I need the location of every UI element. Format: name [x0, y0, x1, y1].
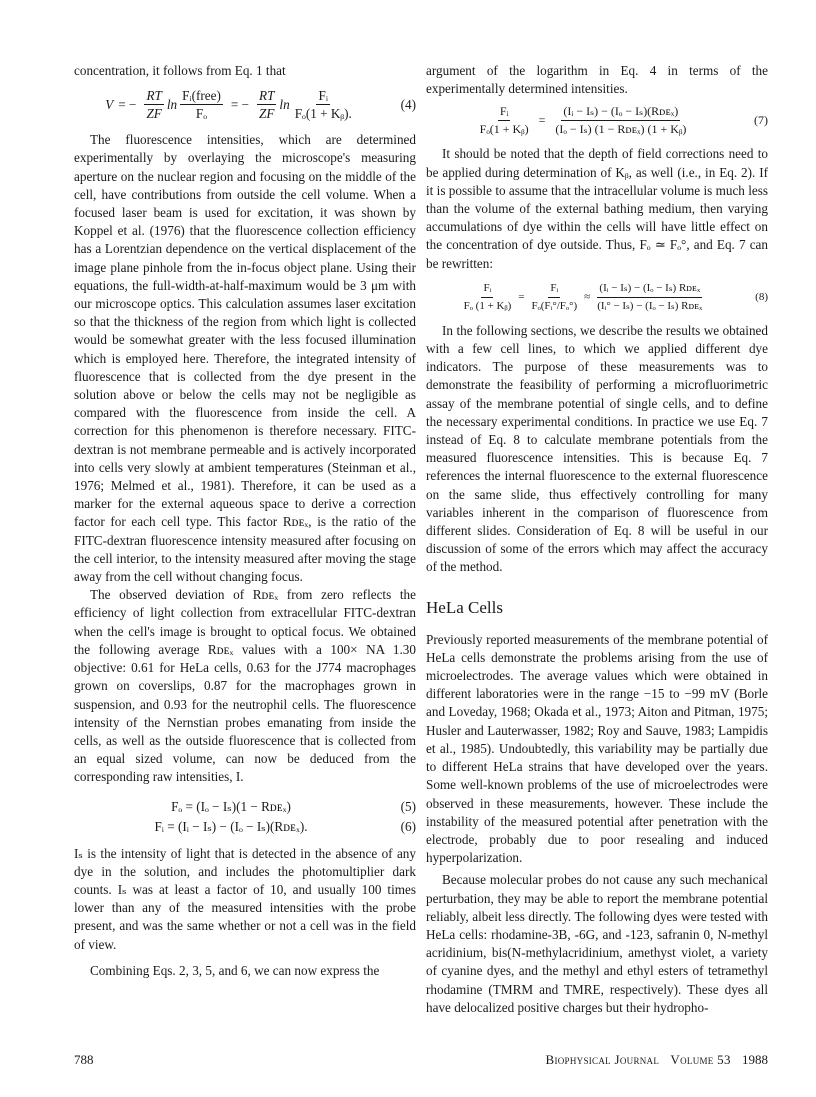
eq4-number: (4): [400, 96, 416, 112]
eq6-text: Fᵢ = (Iᵢ − Iₛ) − (Iₒ − Iₛ)(Rᴅᴇₓ).: [154, 818, 308, 834]
right-column: [426, 62, 768, 1017]
paragraph: The fluorescence intensities, which are determined experimentally by overlaying the microscope's measuring aperture on the nuclear region and focusing on the middle of the cell, have contributions from outside the cell volume. When a focused laser beam is used for excitation, it was shown by Koppel et al. (1976) that the fluorescence collection efficiency has a Lorentzian dependence on the vertical displacement of the image plane pinhole from the in-focus object plane. Using their equations, the full-width-at-half-maximum would be 3 μm with our microscope optics. This calculation assumes laser excitation so that the thickness of the region from which light is collected would be somewhat greater with the less focused illumination which is employed here. Therefore, the integrated intensity of fluorescence that is collected from the dye present in the solution above or below the cells may not be negligible as compared with the fluorescence from inside the cell. A correction for this phenomenon is therefore necessary. FITC-dextran is not membrane permeable and is actively incorporated into cells very slowly at ambient temperatures (Steinman et al., 1976; Melmed et al., 1981). Therefore, it can be used as a marker for the external aqueous space to derive a correction factor for each cell type. This factor Rᴅᴇₓ, is the ratio of the FITC-dextran fluorescence intensity measured after focusing on the cell interior, to the intensity measured after moving the stage away from the cell without changing focus.: [74, 132, 416, 585]
eq6-number: (6): [400, 818, 416, 834]
eq8-frac1: $\frac{\text{Fᵢ}}{\text{Fₒ (1 + Kᵦ)}}$: [463, 281, 512, 312]
eq4-ln2: ln: [279, 96, 290, 112]
eq7-frac-right: $\frac{\text{(Iᵢ − Iₛ) − (Iₒ − Iₛ)(Rᴅᴇₓ)}}{\text{(Iₒ − Iₛ) (1 − Rᴅᴇₓ) (1 + Kᵦ)}}$: [555, 104, 687, 137]
paragraph: Combining Eqs. 2, 3, 5, and 6, we can now express the: [90, 962, 380, 978]
eq8-number: (8): [755, 291, 768, 304]
eq4-frac2: $\frac{\text{Fᵢ(free)}}{\text{Fₒ}}$: [182, 88, 221, 122]
equation-8: $\frac{\text{Fᵢ}}{\text{Fₒ (1 + Kᵦ)}}$ = $\frac{\text{Fᵢ}}{\text{Fₒ(Fᵢ°/Fₒ°)}}$ ≈ $\frac{\text{(Iᵢ − Iₛ) − (Iₒ − Iₛ) Rᴅᴇₓ}}{\text{(Iᵢ° − Iₛ) − (Iₒ − Iₛ) Rᴅᴇₓ}}$ (8): [463, 281, 768, 312]
eq7-number: (7): [754, 113, 768, 128]
eq8-frac3: $\frac{\text{(Iᵢ − Iₛ) − (Iₒ − Iₛ) Rᴅᴇₓ}}{\text{(Iᵢ° − Iₛ) − (Iₒ − Iₛ) Rᴅᴇₓ}}$: [597, 281, 703, 312]
equation-6: [74, 819, 416, 835]
eq4-frac3: $\frac{RT}{ZF}$: [259, 88, 275, 122]
eq4-sign2: = −: [230, 96, 250, 112]
eq4-lhs: V: [105, 96, 114, 112]
eq8-frac2: $\frac{\text{Fᵢ}}{\text{Fₒ(Fᵢ°/Fₒ°)}}$: [531, 281, 578, 312]
section-heading: HeLa Cells: [426, 597, 503, 617]
paragraph: Previously reported measurements of the membrane potential of HeLa cells demonstrate the problems arising from the use of microelectrodes. The average values which were obtained in different laboratories were in the range −15 to −99 mV (Borle and Loveday, 1968; Okada et al., 1973; Aiton and Pitman, 1975; Husler and Lauterwasser, 1982; Roy and Sauve, 1983; Lampidis et al., 1985). Undoubtedly, this variability may be partially due to different HeLa strains that have developed over the years. Some well-known problems of the use of microelectrodes were observed in these measurements, however. These include the instability of the measured potential after penetration with the electrode, probably due to poor resealing and induced hyperpolarization.: [426, 631, 768, 866]
equation-4: [74, 88, 416, 121]
eq4-ln1: ln: [166, 96, 178, 112]
paragraph: argument of the logarithm in Eq. 4 in terms of the experimentally determined intensities.: [426, 63, 768, 97]
eq4-frac4: $\frac{\text{Fᵢ}}{\text{Fₒ(1 + Kᵦ).}}$: [294, 88, 352, 122]
left-column: [74, 62, 416, 980]
paragraph: The observed deviation of Rᴅᴇₓ from zero reflects the efficiency of light collection from extracellular FITC-dextran when the cell's image is brought to optical focus. We obtained the following average Rᴅᴇₓ values with a 100× NA 1.30 objective: 0.61 for HeLa cells, 0.63 for the J774 macrophages grown on coverslips, 0.87 for the macrophages grown in suspension, and 0.93 for the neutrophil cells. The fluorescence intensity of the Nernstian probes emanating from inside the cells, as well as the outside fluorescence that is collected from an equal sized volume, can now be deduced from the corresponding raw intensities, I.: [74, 587, 416, 785]
eq5-text: Fₒ = (Iₒ − Iₛ)(1 − Rᴅᴇₓ): [171, 798, 291, 814]
paragraph: Because molecular probes do not cause any such mechanical perturbation, they may be able to report the membrane potential reliably, albeit less directly. The following dyes were tested with HeLa cells: rhodamine-3B, -6G, and -123, safranin 0, N-methyl acridinium, bis(N-methylacridinium, amethyst violet, a variety of cyanine dyes, and the methyl and ethyl esters of tetramethyl rhodamine (TMRM and TMRE, respectively). These dyes all have delocalized positive charges but their hydropho-: [426, 872, 768, 1015]
eq5-number: (5): [400, 798, 416, 814]
equation-5: [74, 799, 416, 815]
paragraph: In the following sections, we describe the results we obtained with a few cell lines, to which we applied different dye indicators. The purpose of these measurements was to demonstrate the feasibility of performing a microfluorimetric assay of the membrane potential of single cells, and to define the necessary experimental conditions. In practice we use Eq. 7 instead of Eq. 8 to calculate membrane potentials from the measured fluorescence intensities. This is because Eq. 7 references the internal fluorescence to the external fluorescence on the same slide, thus effectively controlling for many variables inherent in the comparison of fluorescence from different slides. Consideration of Eq. 8 will be useful in our discussion of some of the errors which may affect the accuracy of the method.: [426, 322, 768, 575]
equation-7: $\frac{\text{Fᵢ}}{\text{Fₒ(1 + Kᵦ)}}$ = $\frac{\text{(Iᵢ − Iₛ) − (Iₒ − Iₛ)(Rᴅᴇₓ)}}{\text{(Iₒ − Iₛ) (1 − Rᴅᴇₓ) (1 + Kᵦ)}}$ (7): [479, 104, 768, 137]
journal-info: [545, 1052, 768, 1068]
eq7-frac-left: $\frac{\text{Fᵢ}}{\text{Fₒ(1 + Kᵦ)}}$: [479, 104, 529, 137]
journal-volume: Volume 53: [670, 1052, 731, 1067]
eq4-sign1: = −: [118, 96, 137, 112]
paragraph: Iₛ is the intensity of light that is detected in the absence of any dye in the solution, and includes the photomultiplier dark counts. Iₛ was at least a factor of 10, and usually 100 times lower than any of the measured intensities with the probe present, and was the same whether or not a cell was in the field of view.: [74, 845, 416, 952]
journal-name: Biophysical Journal: [545, 1052, 660, 1067]
eq4-frac1: $\frac{RT}{ZF}$: [146, 88, 162, 122]
page-footer: [74, 1052, 768, 1068]
journal-year: 1988: [742, 1052, 768, 1067]
page-number: 788: [74, 1052, 94, 1067]
intro-text: concentration, it follows from Eq. 1 that: [74, 63, 286, 78]
paragraph: It should be noted that the depth of field corrections need to be applied during determination of Kᵦ, as well (i.e., in Eq. 2). If it is possible to assume that the intracellular volume is much less than the volume of the external bathing medium, then varying accumulations of dye within the cells will have little effect on the concentration of dye outside. Thus, Fₒ ≃ Fₒ°, and Eq. 7 can be rewritten:: [426, 146, 768, 271]
